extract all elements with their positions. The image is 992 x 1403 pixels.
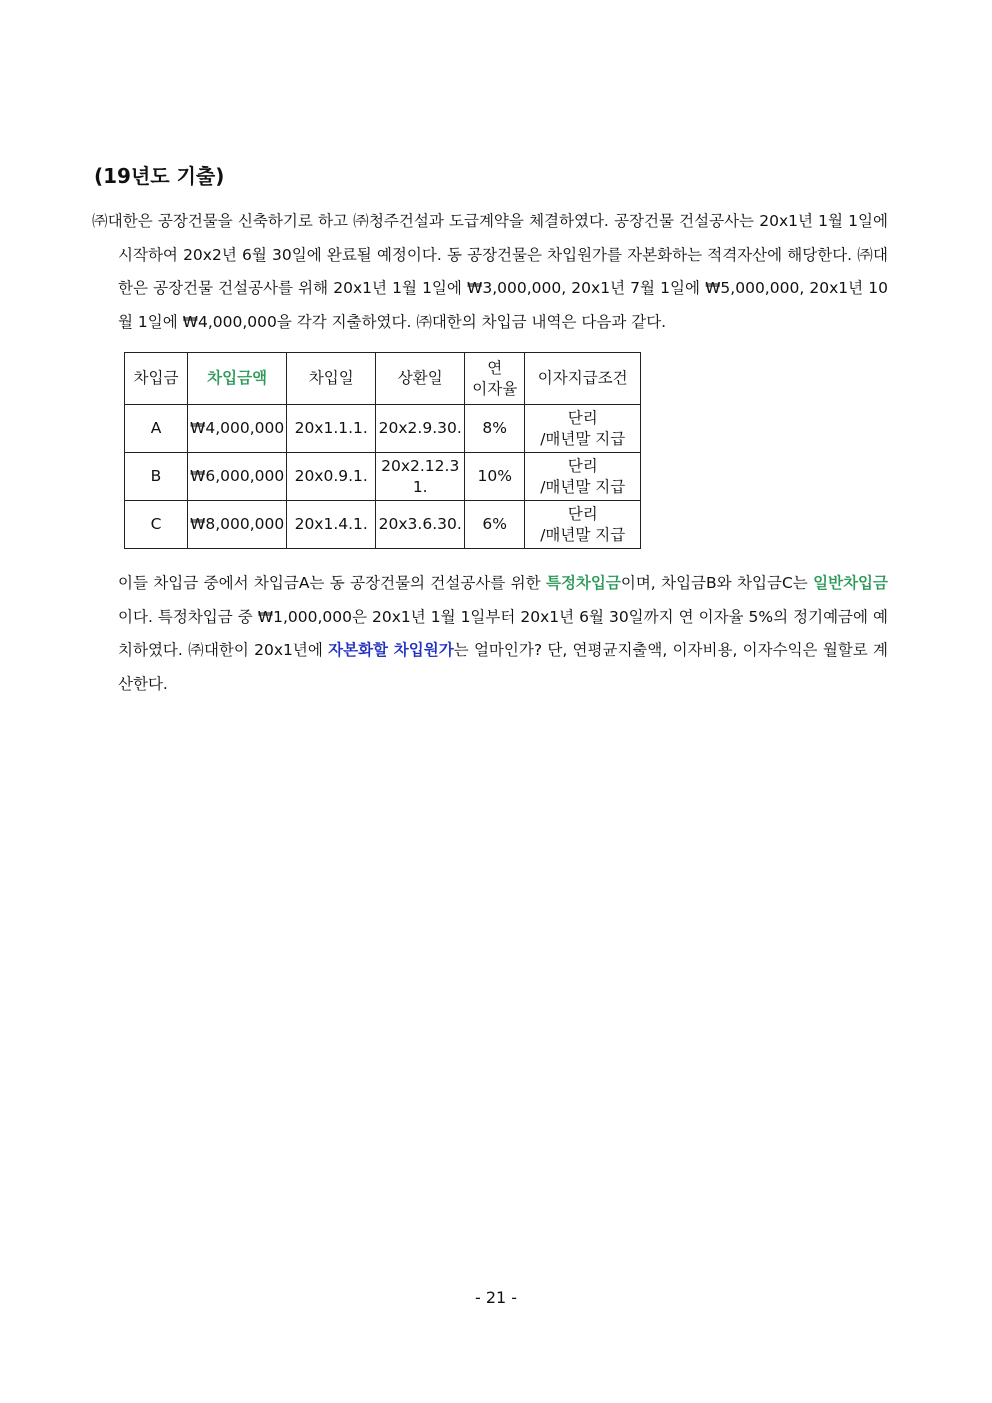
cell-rate: 10%: [465, 453, 525, 501]
table-row: [125, 501, 641, 549]
question-text: [92, 567, 888, 701]
cell-borrow-date: 20x1.1.1.: [287, 405, 376, 453]
cell-rate: 8%: [465, 405, 525, 453]
cell-loan: A: [125, 405, 188, 453]
header-annual-rate: 연 이자율: [465, 353, 525, 405]
capitalized-cost-highlight: 자본화할 차입원가: [328, 641, 454, 659]
cell-terms: 단리 /매년말 지급: [525, 501, 641, 549]
header-interest-terms: 이자지급조건: [525, 353, 641, 405]
cell-loan: C: [125, 501, 188, 549]
cell-repay-date: 20x2.9.30.: [376, 405, 465, 453]
page-number: - 21 -: [474, 1288, 518, 1307]
cell-repay-date: 20x2.12.31.: [376, 453, 465, 501]
cell-borrow-date: 20x1.4.1.: [287, 501, 376, 549]
cell-borrow-date: 20x0.9.1.: [287, 453, 376, 501]
cell-amount: ₩8,000,000: [188, 501, 287, 549]
header-loan-amount: 차입금액: [188, 353, 287, 405]
cell-amount: ₩6,000,000: [188, 453, 287, 501]
table-row: [125, 405, 641, 453]
question-part-3: 이다. 특정차입금 중 ₩1,000,000은 20x1년 1월 1일부터 20x1년 6월 30일까지 연 이자율 5%의 정기예금에 예치하였다. ㈜대한이 20x1년에: [118, 607, 888, 659]
general-borrowing-highlight: 일반차입금: [813, 574, 888, 592]
question-part-4: 는 얼마인가? 단, 연평균지출액, 이자비용, 이자수익은 월할로 계산한다.: [118, 641, 888, 693]
specific-borrowing-highlight: 특정차입금: [545, 574, 621, 592]
question-part-2: 이며, 차입금B와 차입금C는: [620, 574, 814, 592]
header-repay-date: 상환일: [376, 353, 465, 405]
header-borrow-date: 차입일: [287, 353, 376, 405]
loan-table: [124, 352, 641, 549]
problem-text: ㈜대한은 공장건물을 신축하기로 하고 ㈜청주건설과 도급계약을 체결하였다. 공장건물 건설공사는 20x1년 1월 1일에 시작하여 20x2년 6월 30일에 완료될 예정이다. 동 공장건물은 차입원가를 자본화하는 적격자산에 해당한다. ㈜대한은 공장건물 건설공사를 위해 20x1년 1월 1일에 ₩3,000,000, 20x1년 7월 1일에 ₩5,000,000, 20x1년 10월 1일에 ₩4,000,000을 각각 지출하였다. ㈜대한의 차입금 내역은 다음과 같다.: [92, 212, 888, 331]
cell-amount: ₩4,000,000: [188, 405, 287, 453]
section-heading: (19년도 기출): [94, 164, 225, 188]
cell-repay-date: 20x3.6.30.: [376, 501, 465, 549]
cell-terms: 단리 /매년말 지급: [525, 453, 641, 501]
cell-loan: B: [125, 453, 188, 501]
cell-terms: 단리 /매년말 지급: [525, 405, 641, 453]
cell-rate: 6%: [465, 501, 525, 549]
table-header-row: [125, 353, 641, 405]
table-row: [125, 453, 641, 501]
header-loan: 차입금: [125, 353, 188, 405]
question-part-1: 이들 차입금 중에서 차입금A는 동 공장건물의 건설공사를 위한: [118, 574, 546, 592]
